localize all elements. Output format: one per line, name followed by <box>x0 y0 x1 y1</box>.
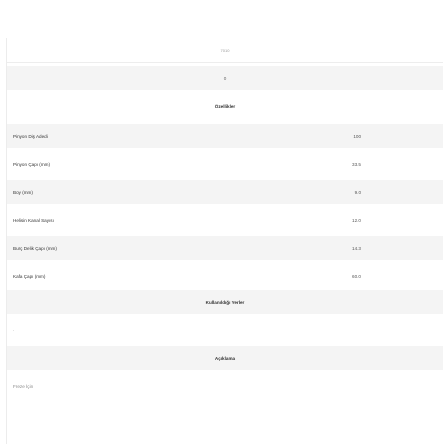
spec-value: 100 <box>353 133 361 139</box>
spec-row <box>7 208 443 232</box>
description-header-row <box>7 346 443 370</box>
description-row <box>7 374 443 398</box>
marker-row <box>7 66 443 90</box>
spec-row <box>7 236 443 260</box>
spec-row <box>7 152 443 176</box>
spec-label: Pinyon Çapı (mm) <box>13 161 51 167</box>
spec-row <box>7 264 443 288</box>
spec-value: 9.0 <box>354 189 361 195</box>
spec-value: 12.0 <box>352 217 361 223</box>
specs-header-row <box>7 94 443 118</box>
usage-row <box>7 318 443 342</box>
usage-header-row <box>7 290 443 314</box>
spec-label: Boy (mm) <box>13 189 33 195</box>
description-text: Freze İçin <box>13 383 34 389</box>
spec-value: 33.5 <box>352 161 361 167</box>
usage-dot: · <box>13 327 15 333</box>
spec-value: 14.3 <box>352 245 361 251</box>
spec-label: Pinyon Diş Adedi <box>13 133 48 139</box>
description-header: Açıklama <box>214 355 236 361</box>
divider <box>7 62 443 63</box>
product-spec-panel <box>6 38 443 444</box>
marker-value: 0 <box>223 75 227 81</box>
usage-header: Kullanıldığı Yerler <box>205 299 245 305</box>
spec-label: Burç Delik Çapı (mm) <box>13 245 57 251</box>
spec-value: 60.0 <box>352 273 361 279</box>
model-row <box>7 38 443 62</box>
specs-header: Özellikler <box>214 103 236 109</box>
spec-row <box>7 124 443 148</box>
model-code: 7010 <box>220 47 230 53</box>
spec-label: Helisin Kanal Sayısı <box>13 217 54 223</box>
spec-label: Kafa Çapı (mm) <box>13 273 46 279</box>
spec-row <box>7 180 443 204</box>
